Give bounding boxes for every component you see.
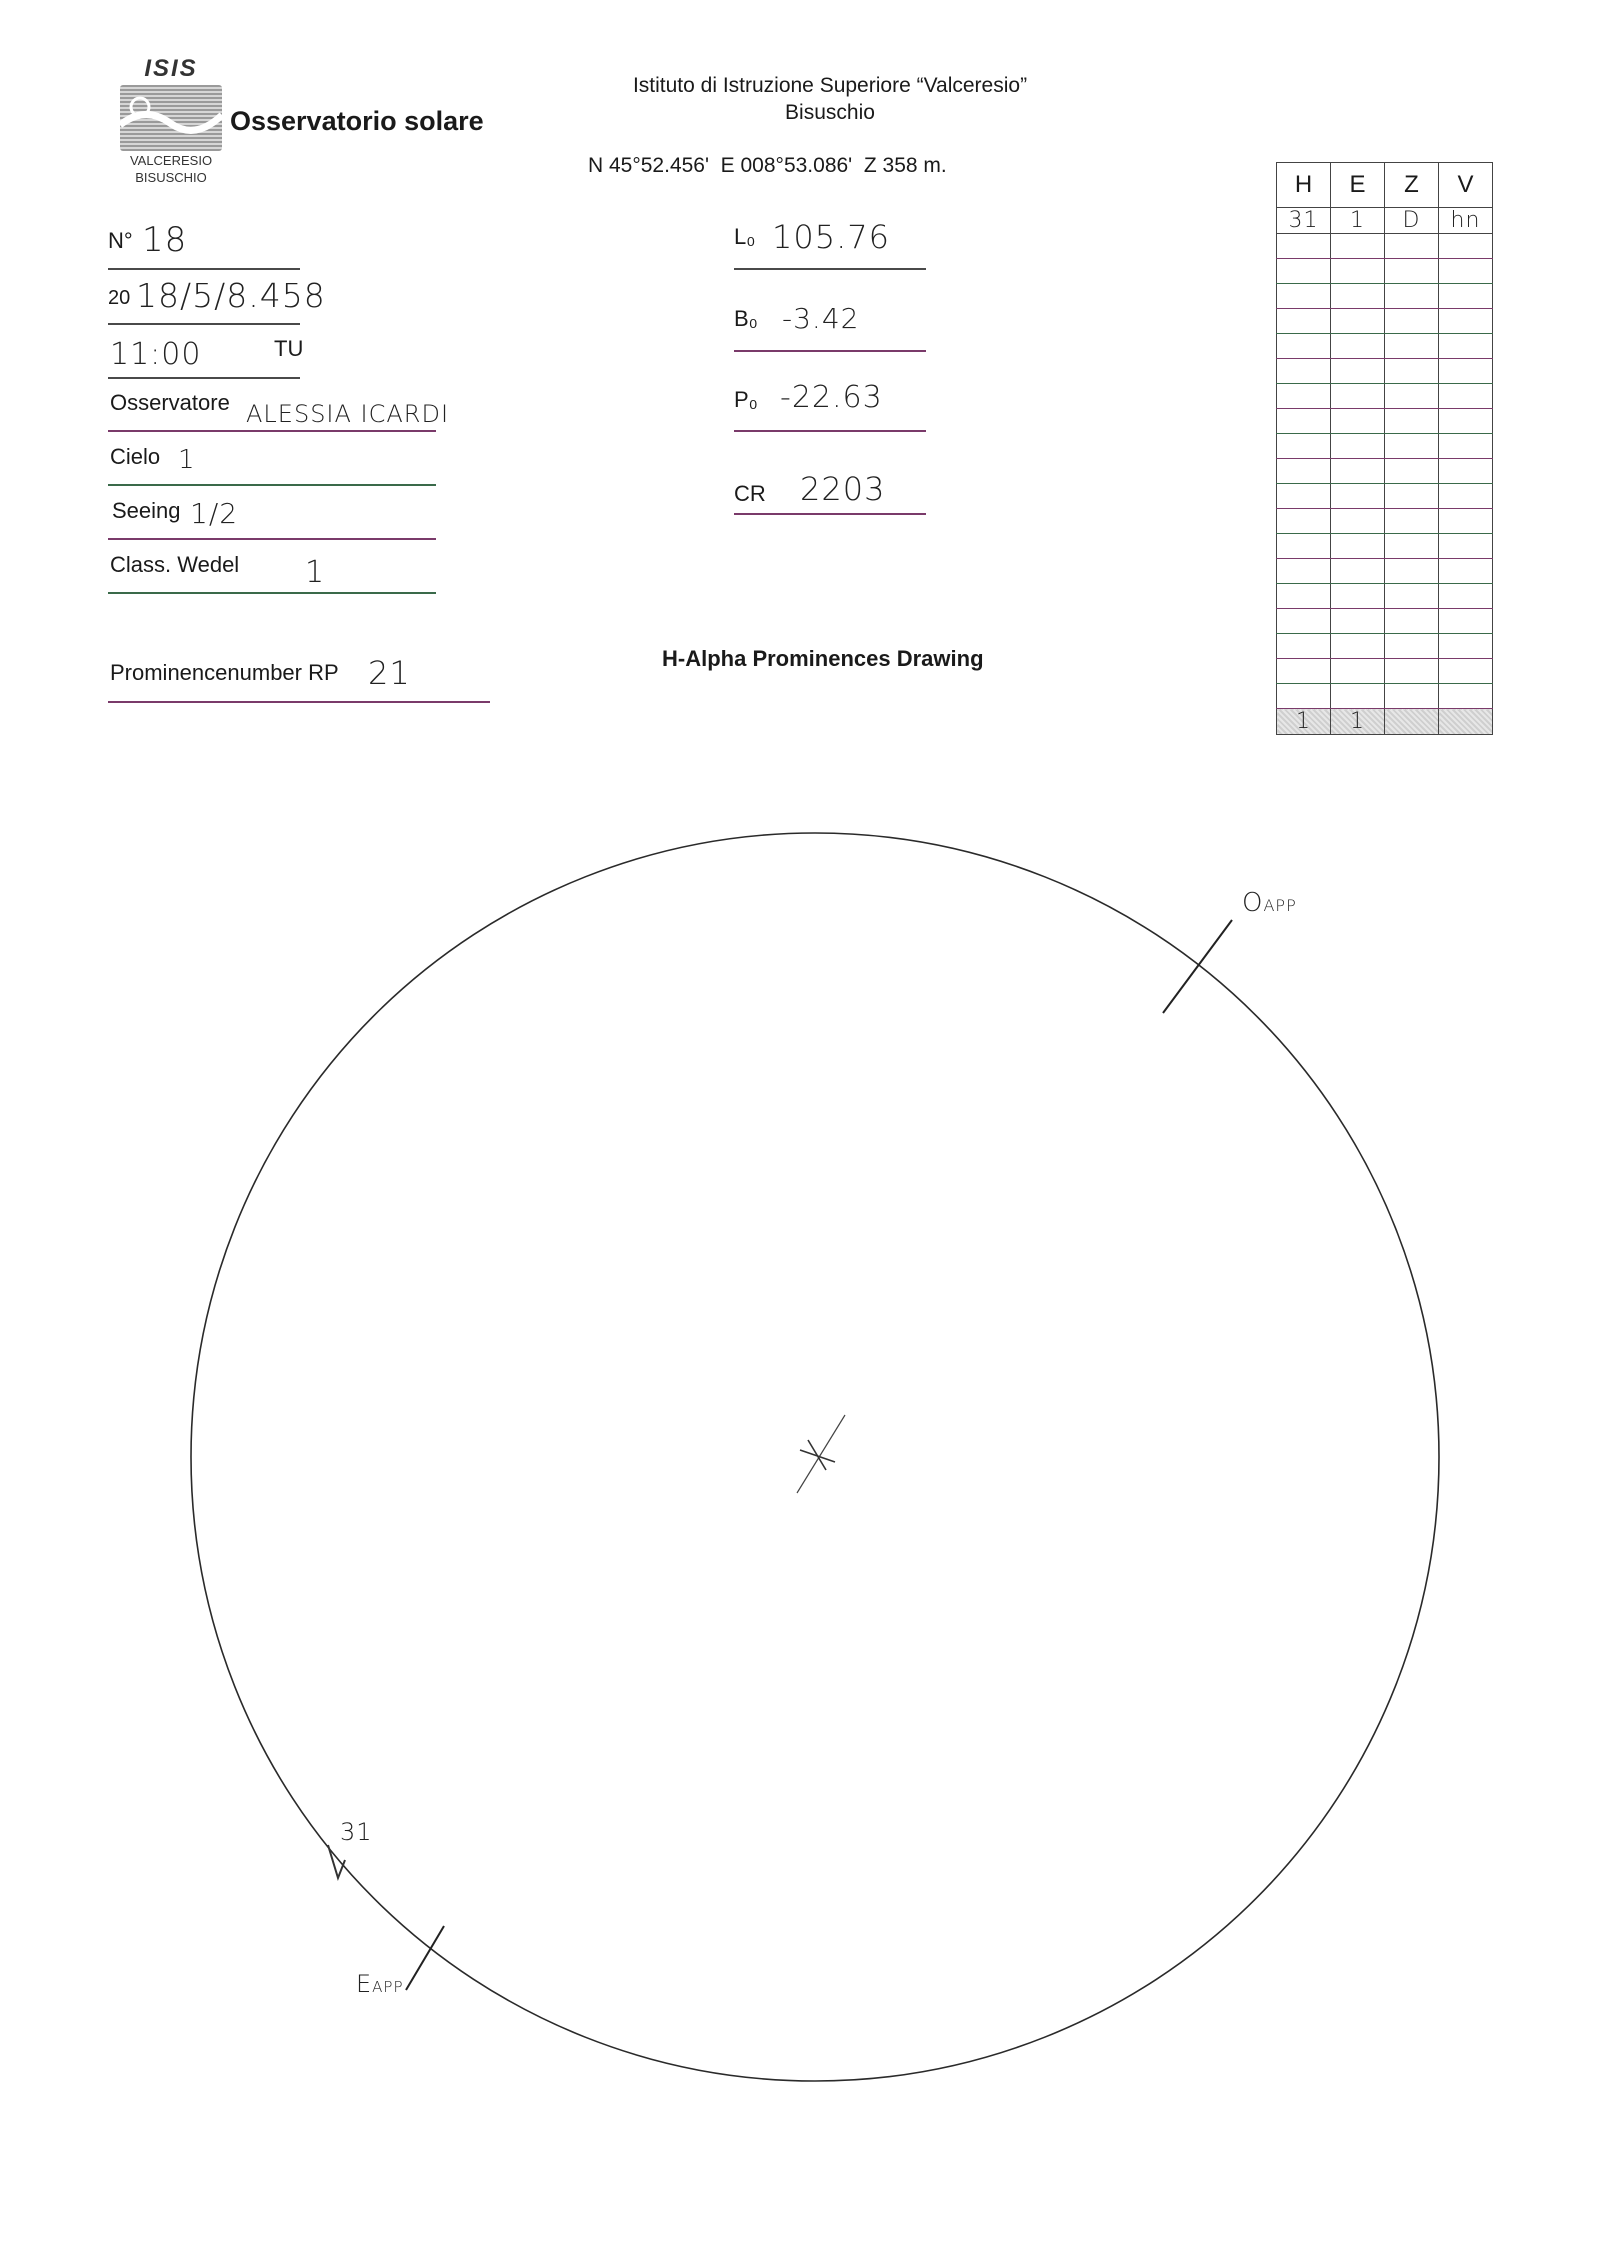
table-header-cell: H bbox=[1277, 163, 1331, 208]
sky-value: 1 bbox=[178, 445, 196, 475]
p0-value: -22.63 bbox=[780, 380, 883, 415]
table-row-cell: 31 bbox=[1277, 208, 1331, 234]
institute-name: Istituto di Istruzione Superiore “Valceresio” bbox=[632, 74, 1028, 97]
date-value: 18/5/8.458 bbox=[136, 276, 326, 315]
time-value: 11:00 bbox=[110, 337, 202, 372]
cr-value: 2203 bbox=[800, 470, 886, 508]
b0-value: -3.42 bbox=[782, 302, 860, 335]
east-axis-tick bbox=[406, 1926, 444, 1990]
table-header-cell: E bbox=[1331, 163, 1385, 208]
seeing-label: Seeing bbox=[112, 498, 181, 523]
logo-caption-2: BISUSCHIO bbox=[135, 170, 207, 185]
b0-label: B₀ bbox=[734, 306, 758, 331]
l0-value: 105.76 bbox=[772, 218, 890, 256]
observatory-title: Osservatorio solare bbox=[230, 106, 484, 136]
east-mark: E bbox=[356, 1970, 373, 1998]
time-unit: TU bbox=[274, 336, 304, 361]
date-prefix: 20 bbox=[108, 287, 131, 309]
solar-limb bbox=[191, 833, 1439, 2081]
table-header-cell: V bbox=[1439, 163, 1493, 208]
east-label bbox=[356, 1970, 404, 1998]
wedel-label: Class. Wedel bbox=[110, 552, 240, 577]
observer-label: Osservatore bbox=[110, 390, 230, 415]
p0-label: P₀ bbox=[734, 387, 758, 412]
number-value: 18 bbox=[142, 220, 188, 260]
west-mark: O bbox=[1242, 888, 1264, 918]
number-label: N° bbox=[108, 228, 133, 253]
cr-label: CR bbox=[734, 481, 766, 506]
table-footer-row-cell: 1 bbox=[1331, 709, 1385, 735]
prominence-number-label: 31 bbox=[340, 1818, 373, 1846]
observer-value: ALESSIA ICARDI bbox=[246, 400, 450, 428]
east-sub: APP bbox=[372, 1978, 404, 1996]
logo-caption-1: VALCERESIO bbox=[129, 153, 213, 168]
prominence-value: 21 bbox=[368, 654, 411, 692]
institute-town: Bisuschio bbox=[785, 101, 875, 124]
west-axis-tick bbox=[1163, 920, 1232, 1013]
logo-text: ISIS bbox=[144, 55, 198, 82]
l0-label: L₀ bbox=[734, 224, 756, 249]
prominence-label: Prominencenumber RP bbox=[110, 660, 339, 685]
west-sub: APP bbox=[1263, 896, 1297, 915]
table-row-cell: 1 bbox=[1331, 208, 1385, 234]
sky-label: Cielo bbox=[110, 444, 161, 469]
table-footer-row-cell: 1 bbox=[1277, 709, 1331, 735]
seeing-value: 1/2 bbox=[190, 497, 239, 530]
wedel-value: 1 bbox=[305, 555, 326, 590]
drawing-title: H-Alpha Prominences Drawing bbox=[662, 646, 984, 671]
center-mark bbox=[797, 1415, 845, 1493]
table-header-cell: Z bbox=[1385, 163, 1439, 208]
table-row-cell: hn bbox=[1439, 208, 1493, 234]
table-row-cell: D bbox=[1385, 208, 1439, 234]
west-label bbox=[1242, 888, 1297, 918]
coordinates: N 45°52.456' E 008°53.086' Z 358 m. bbox=[588, 154, 947, 177]
